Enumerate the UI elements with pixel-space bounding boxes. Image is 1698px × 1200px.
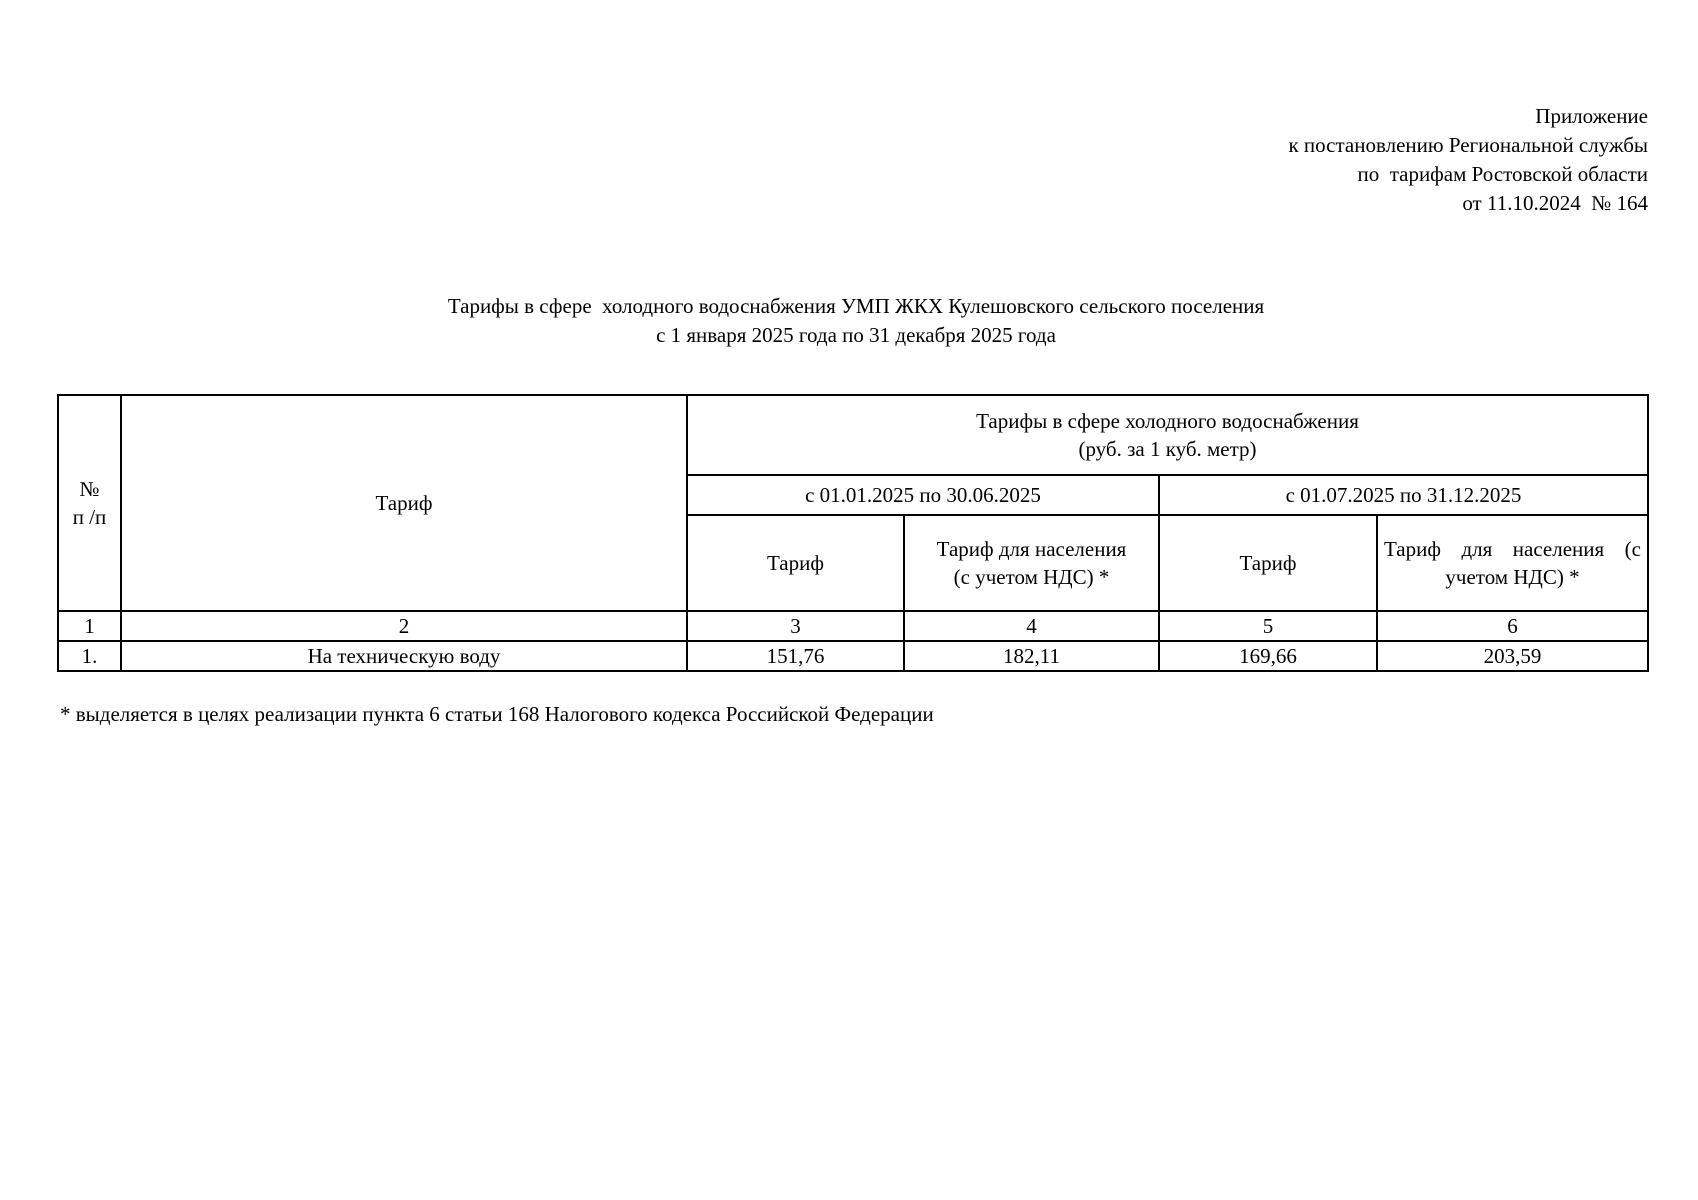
row-number-cell: 1. — [58, 641, 121, 671]
row-period-2-population-cell: 203,59 — [1377, 641, 1648, 671]
header-period-1-population-line-1: Тариф для населения — [936, 537, 1127, 561]
table-row — [58, 641, 1648, 671]
header-row-number-line-1: № — [79, 477, 100, 501]
header-period-2-tariff: Тариф — [1159, 515, 1377, 611]
column-number-5: 5 — [1159, 611, 1377, 641]
column-number-4: 4 — [904, 611, 1159, 641]
header-tariff-name: Тариф — [121, 395, 687, 611]
row-name-cell: На техническую воду — [121, 641, 687, 671]
appendix-line-2: к постановлению Региональной службы — [1288, 133, 1648, 157]
header-period-1: с 01.01.2025 по 30.06.2025 — [687, 475, 1159, 515]
footnote: * выделяется в целях реализации пункта 6 статьи 168 Налогового кодекса Российской Федерации — [60, 702, 934, 726]
header-period-2-population-line-1: Тариф для населения (с — [1384, 537, 1641, 561]
appendix-line-1: Приложение — [1535, 104, 1648, 128]
tariff-table — [57, 394, 1649, 672]
header-period-1-population-line-2: (с учетом НДС) * — [953, 565, 1110, 589]
appendix-header — [1088, 102, 1648, 218]
header-row-number-line-2: п /п — [72, 505, 107, 529]
header-period-1-population-tariff — [904, 515, 1159, 611]
column-number-6: 6 — [1377, 611, 1648, 641]
column-number-1: 1 — [58, 611, 121, 641]
header-tariff-group-line-1: Тарифы в сфере холодного водоснабжения — [976, 409, 1359, 433]
header-row-number — [58, 395, 121, 611]
row-period-2-tariff-cell: 169,66 — [1159, 641, 1377, 671]
document-title — [0, 292, 1698, 350]
header-period-2-population-tariff — [1377, 515, 1648, 611]
column-number-2: 2 — [121, 611, 687, 641]
column-number-3: 3 — [687, 611, 904, 641]
appendix-line-4: от 11.10.2024 № 164 — [1462, 191, 1648, 215]
row-period-1-tariff-cell: 151,76 — [687, 641, 904, 671]
appendix-line-3: по тарифам Ростовской области — [1357, 162, 1648, 186]
header-tariff-group-line-2: (руб. за 1 куб. метр) — [1078, 437, 1257, 461]
row-period-1-population-cell: 182,11 — [904, 641, 1159, 671]
document-title-line-1: Тарифы в сфере холодного водоснабжения УМП ЖКХ Кулешовского сельского поселения — [447, 294, 1265, 318]
header-tariff-group — [687, 395, 1648, 475]
header-period-2: с 01.07.2025 по 31.12.2025 — [1159, 475, 1648, 515]
header-period-1-tariff: Тариф — [687, 515, 904, 611]
header-period-2-population-line-2: учетом НДС) * — [1445, 565, 1580, 589]
document-title-line-2: с 1 января 2025 года по 31 декабря 2025 года — [656, 323, 1056, 347]
